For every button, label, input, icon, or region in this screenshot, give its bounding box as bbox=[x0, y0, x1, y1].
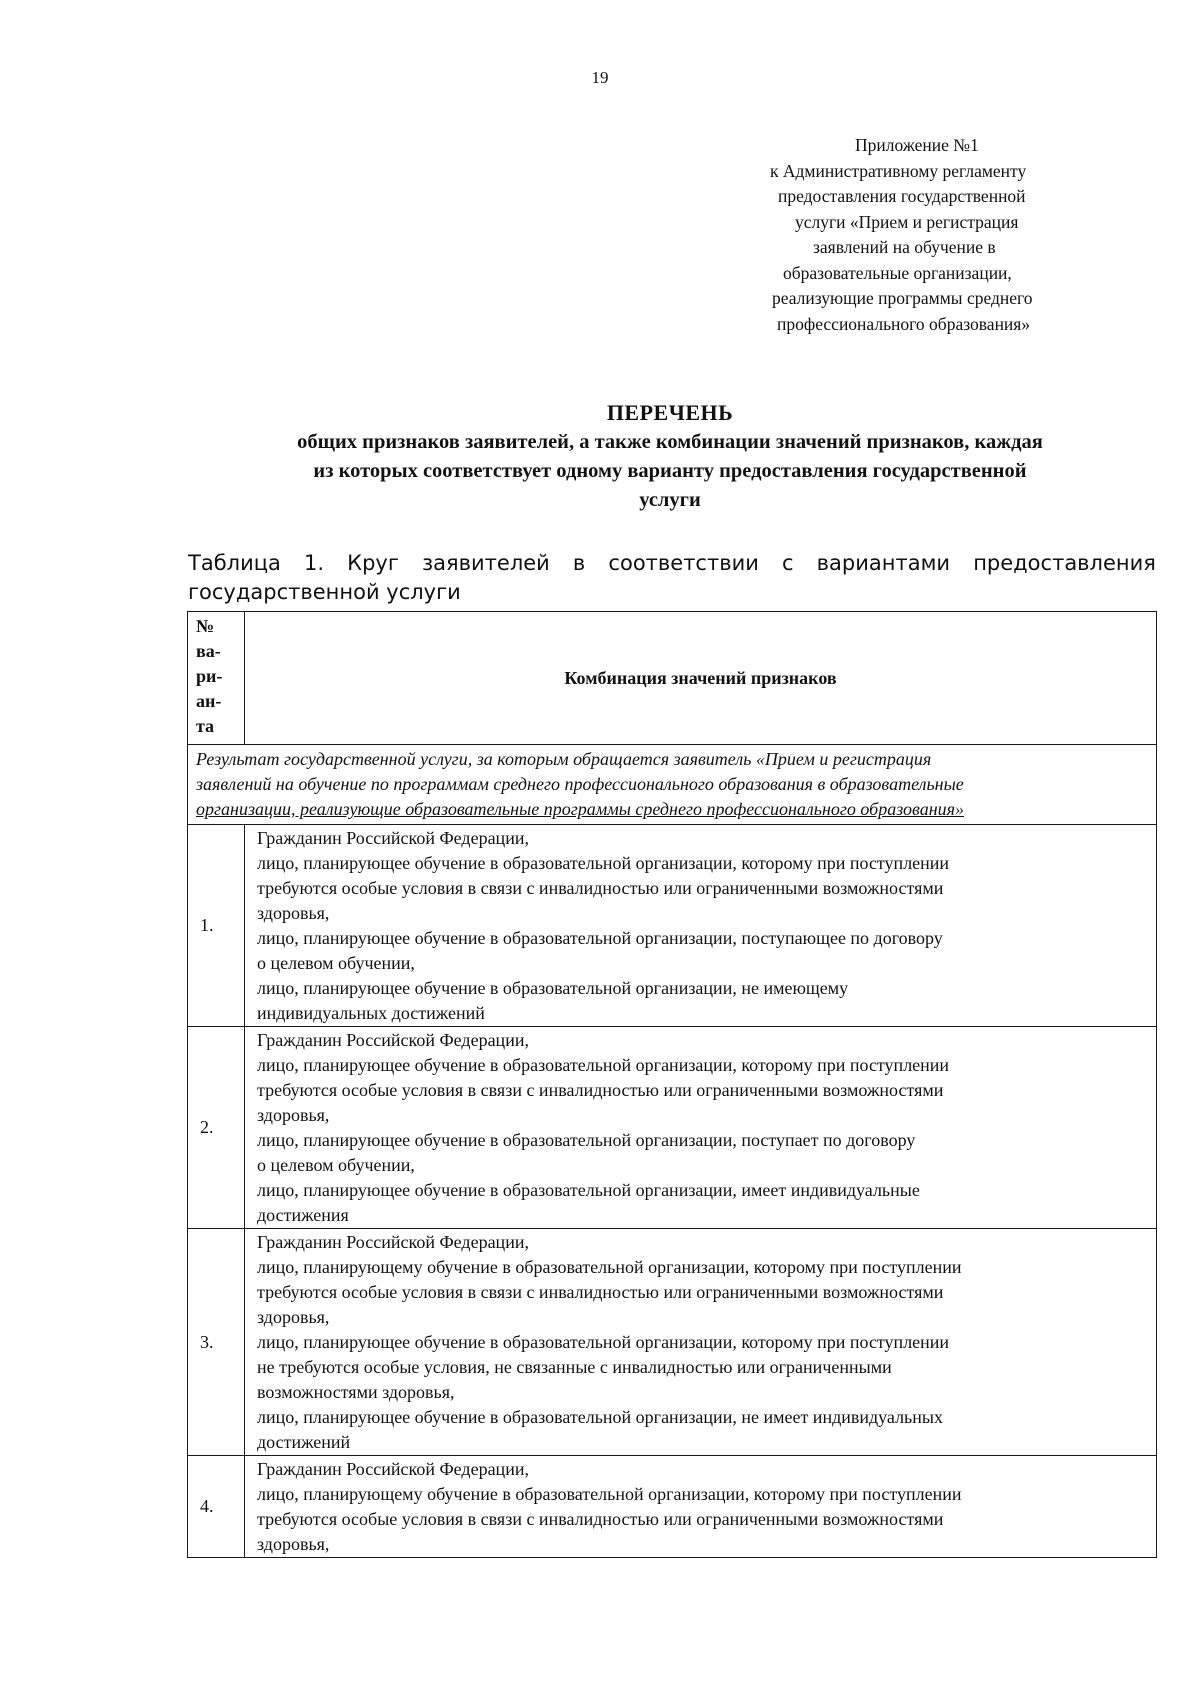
combination-line: лицо, планирующее обучение в образовательной организации, которому при поступлении bbox=[257, 1332, 950, 1352]
document-heading bbox=[182, 398, 1158, 515]
table-header-row bbox=[188, 612, 1157, 745]
combination-line: лицо, планирующее обучение в образовательной организации, имеет индивидуальные bbox=[257, 1180, 920, 1200]
caption-word: вариантами bbox=[816, 551, 951, 575]
combination-line: здоровья, bbox=[257, 1105, 330, 1125]
section-line: заявлений на обучение по программам среднего профессионального образования в образовательные bbox=[196, 774, 964, 794]
appendix-line: заявлений на обучение в bbox=[813, 237, 996, 257]
appendix-line: реализующие программы среднего bbox=[772, 288, 1033, 308]
header-num-line: ри- bbox=[196, 666, 223, 686]
combination-line: Гражданин Российской Федерации, bbox=[257, 828, 529, 848]
combination-line: лицо, планирующее обучение в образовательной организации, поступает по договору bbox=[257, 1130, 916, 1150]
appendix-line: образовательные организации, bbox=[783, 262, 1012, 283]
caption-word: 1. bbox=[304, 551, 325, 575]
combination-line: достижений bbox=[257, 1432, 351, 1452]
combination-line: лицо, планирующее обучение в образовательной организации, которому при поступлении bbox=[257, 853, 950, 873]
variant-combination bbox=[245, 1229, 1157, 1456]
table-row bbox=[188, 1027, 1157, 1229]
caption-word: Таблица bbox=[188, 551, 281, 575]
combination-line: здоровья, bbox=[257, 903, 330, 923]
combination-line: о целевом обучении, bbox=[257, 1155, 415, 1175]
header-num-line: та bbox=[196, 716, 215, 736]
caption-word: соответствии bbox=[608, 551, 759, 575]
header-num-line: ва- bbox=[196, 641, 221, 661]
caption-word: в bbox=[572, 551, 586, 575]
combination-line: лицо, планирующее обучение в образовательной организации, не имеющему bbox=[257, 978, 849, 998]
caption-word: предоставления bbox=[973, 551, 1156, 575]
combination-line: Гражданин Российской Федерации, bbox=[257, 1232, 529, 1252]
header-num-line: № bbox=[196, 616, 215, 636]
caption-line-2: государственной услуги bbox=[188, 580, 461, 604]
variant-combination bbox=[245, 825, 1157, 1027]
combination-line: индивидуальных достижений bbox=[257, 1003, 485, 1023]
combination-line: достижения bbox=[257, 1205, 349, 1225]
combination-line: Гражданин Российской Федерации, bbox=[257, 1459, 529, 1479]
appendix-line: услуги «Прием и регистрация bbox=[795, 211, 1019, 232]
table-row bbox=[188, 825, 1157, 1027]
combination-line: требуются особые условия в связи с инвалидностью или ограниченными возможностями bbox=[257, 1282, 944, 1302]
heading-subtitle-line: из которых соответствует одному варианту предоставления государственной bbox=[313, 460, 1027, 482]
caption-word: Круг bbox=[347, 551, 399, 575]
header-combination: Комбинация значений признаков bbox=[245, 612, 1157, 745]
caption-word: с bbox=[782, 551, 794, 575]
appendix-line: к Административному регламенту bbox=[770, 160, 1027, 181]
variant-number: 4. bbox=[188, 1456, 245, 1558]
combination-line: возможностями здоровья, bbox=[257, 1382, 455, 1402]
heading-subtitle-line: общих признаков заявителей, а также комбинации значений признаков, каждая bbox=[297, 431, 1043, 453]
variant-number: 3. bbox=[188, 1229, 245, 1456]
variant-combination bbox=[245, 1027, 1157, 1229]
variant-number: 2. bbox=[188, 1027, 245, 1229]
header-variant-number bbox=[188, 612, 245, 745]
combination-line: требуются особые условия в связи с инвалидностью или ограниченными возможностями bbox=[257, 1080, 944, 1100]
combination-line: здоровья, bbox=[257, 1307, 330, 1327]
combination-line: о целевом обучении, bbox=[257, 953, 415, 973]
combination-line: не требуются особые условия, не связанные с инвалидностью или ограниченными bbox=[257, 1357, 892, 1377]
combination-line: Гражданин Российской Федерации, bbox=[257, 1030, 529, 1050]
section-line: организации, реализующие образовательные программы среднего профессионального образования» bbox=[196, 799, 964, 819]
caption-line-1 bbox=[188, 549, 1156, 578]
caption-word: заявителей bbox=[421, 551, 550, 575]
page-number: 19 bbox=[591, 68, 609, 87]
table-row bbox=[188, 1229, 1157, 1456]
appendix-block bbox=[770, 133, 1200, 337]
header-num-line: ан- bbox=[196, 691, 222, 711]
appendix-line: Приложение №1 bbox=[855, 135, 979, 155]
combination-line: требуются особые условия в связи с инвалидностью или ограниченными возможностями bbox=[257, 878, 944, 898]
variants-table bbox=[187, 611, 1157, 1558]
table-row bbox=[188, 1456, 1157, 1558]
combination-line: лицо, планирующему обучение в образовательной организации, которому при поступлении bbox=[257, 1257, 962, 1277]
section-line: Результат государственной услуги, за которым обращается заявитель «Прием и регистрация bbox=[196, 749, 932, 769]
combination-line: требуются особые условия в связи с инвалидностью или ограниченными возможностями bbox=[257, 1509, 944, 1529]
appendix-line: профессионального образования» bbox=[777, 313, 1031, 334]
combination-line: лицо, планирующее обучение в образовательной организации, которому при поступлении bbox=[257, 1055, 950, 1075]
combination-line: здоровья, bbox=[257, 1534, 330, 1554]
section-title bbox=[188, 745, 1157, 825]
appendix-line: предоставления государственной bbox=[778, 186, 1026, 206]
heading-title: ПЕРЕЧЕНЬ bbox=[606, 400, 734, 425]
table-caption bbox=[188, 549, 1156, 607]
variant-number: 1. bbox=[188, 825, 245, 1027]
combination-line: лицо, планирующее обучение в образовательной организации, не имеет индивидуальных bbox=[257, 1407, 943, 1427]
combination-line: лицо, планирующему обучение в образовательной организации, которому при поступлении bbox=[257, 1484, 962, 1504]
variant-combination bbox=[245, 1456, 1157, 1558]
table-section-row bbox=[188, 745, 1157, 825]
heading-subtitle-line: услуги bbox=[639, 489, 701, 511]
combination-line: лицо, планирующее обучение в образовательной организации, поступающее по договору bbox=[257, 928, 943, 948]
